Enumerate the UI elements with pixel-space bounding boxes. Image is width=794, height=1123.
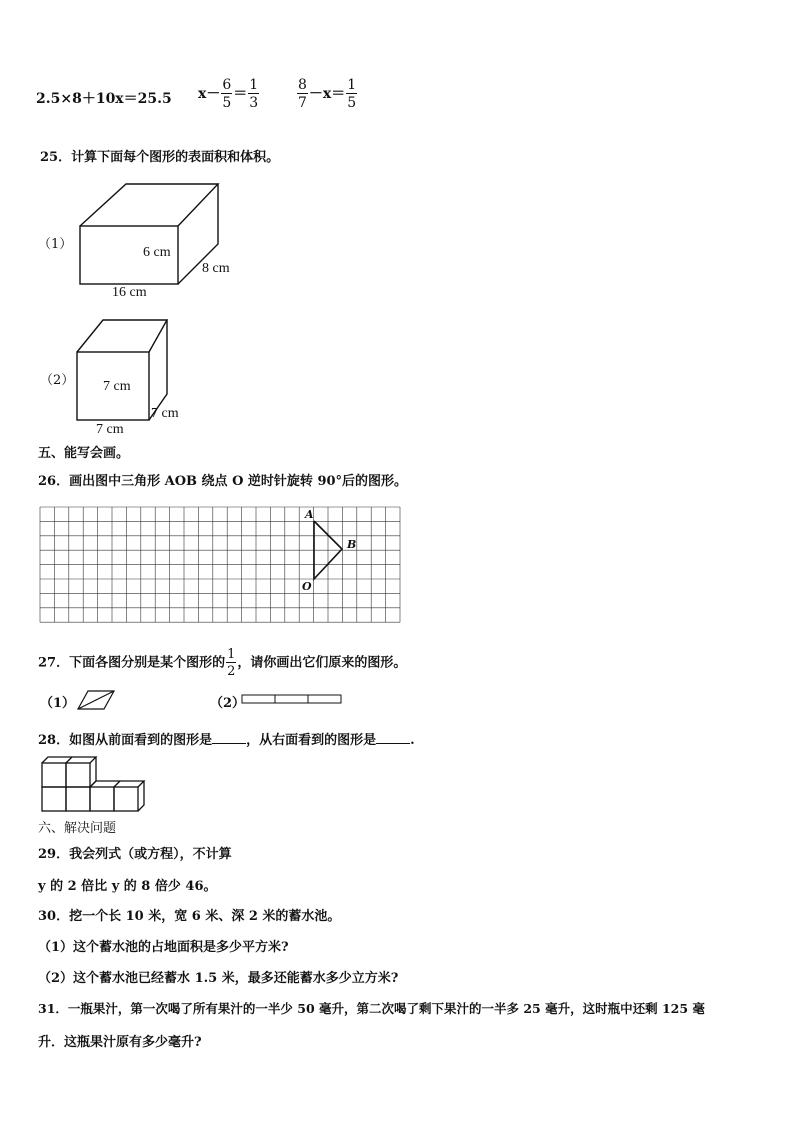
q28-part-2: ，从右面看到的图形是 (246, 733, 377, 748)
equation-2-lhs: x－ (198, 86, 221, 102)
section-5-heading: 五、能写会画。 (38, 446, 130, 461)
q27-label-1: （1） (40, 696, 76, 711)
q30-sub-1: （1）这个蓄水池的占地面积是多少平方米? (38, 940, 289, 955)
q25-title: 25．计算下面每个图形的表面积和体积。 (40, 150, 280, 165)
equation-2-fraction-1: $\frac{6}{5}$ (222, 77, 232, 111)
equation-3 (296, 78, 358, 110)
q30-title: 30．挖一个长 10 米，宽 6 米、深 2 米的蓄水池。 (38, 909, 341, 924)
equation-3-fraction-1: $\frac{8}{7}$ (298, 77, 307, 111)
q27-label-2: （2） (210, 696, 246, 711)
equation-2-equals: ＝ (233, 86, 248, 102)
point-b-label: B (347, 538, 357, 551)
q28-title (38, 729, 415, 748)
point-a-label: A (305, 508, 314, 521)
q27-title (38, 648, 406, 678)
cube-stack-figure (40, 755, 150, 813)
equation-2-fraction-2: $\frac{1}{3}$ (249, 77, 259, 111)
cuboid-length-label: 16 cm (112, 285, 147, 300)
q25-fig1-label: （1） (38, 237, 73, 252)
answer-blank-right[interactable] (376, 731, 410, 744)
cuboid-height-label: 6 cm (143, 245, 171, 260)
q27-suffix: ，请你画出它们原来的图形。 (237, 655, 407, 671)
cube-length-label: 7 cm (96, 422, 124, 437)
section-6-heading: 六、解决问题 (38, 821, 117, 836)
q27-strip-figure (241, 694, 343, 706)
q29-body: y 的 2 倍比 y 的 8 倍少 46。 (38, 879, 217, 894)
q30-sub-2: （2）这个蓄水池已经蓄水 1.5 米，最多还能蓄水多少立方米? (38, 971, 399, 986)
q25-fig2-label: （2） (40, 373, 75, 388)
q28-part-3: . (410, 733, 415, 748)
equation-3-mid: －x＝ (308, 86, 346, 102)
cube-depth-label: 7 cm (151, 406, 179, 421)
cuboid-figure (0, 0, 240, 130)
q28-part-1: 28．如图从前面看到的图形是 (38, 733, 213, 748)
q27-fraction: $\frac{1}{2}$ (227, 647, 236, 679)
cuboid-depth-label: 8 cm (202, 261, 230, 276)
q29-title: 29．我会列式（或方程），不计算 (38, 847, 232, 862)
q27-prefix: 27．下面各图分别是某个图形的 (38, 655, 226, 671)
cube-height-label: 7 cm (103, 379, 131, 394)
q26-title: 26．画出图中三角形 AOB 绕点 O 逆时针旋转 90°后的图形。 (38, 474, 408, 489)
equation-3-fraction-2: $\frac{1}{5}$ (347, 77, 357, 111)
answer-blank-front[interactable] (212, 731, 246, 744)
equation-1: 2.5×8＋10x＝25.5 (36, 91, 172, 107)
q26-grid (40, 507, 402, 623)
q31-line-2: 升．这瓶果汁原有多少毫升? (38, 1035, 202, 1050)
q31-line-1: 31．一瓶果汁，第一次喝了所有果汁的一半少 50 毫升，第二次喝了剩下果汁的一半多 25 毫升，这时瓶中还剩 125 毫 (38, 1001, 705, 1016)
point-o-label: O (302, 580, 312, 593)
q27-parallelogram-figure (76, 689, 118, 711)
